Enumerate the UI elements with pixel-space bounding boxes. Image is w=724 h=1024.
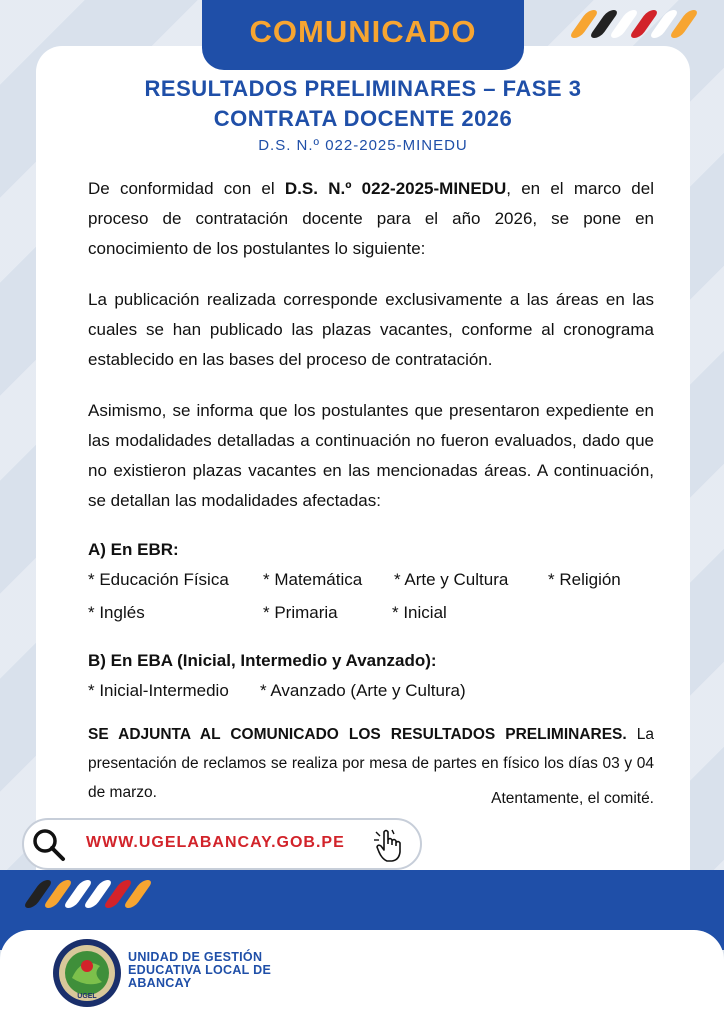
list-item: * Inicial	[392, 603, 447, 622]
paragraph-1	[88, 174, 654, 264]
closing-bold: SE ADJUNTA AL COMUNICADO LOS RESULTADOS PRELIMINARES.	[88, 726, 627, 743]
ugel-logo	[52, 938, 122, 1008]
paragraph-3: Asimismo, se informa que los postulantes que presentaron expediente en las modalidades detalladas a continuación no fueron evaluados, dado que no existieron plazas vacantes en las mencionadas áreas. A continuación, se detallan las modalidades afectadas:	[88, 401, 654, 510]
list-item: * Matemática	[263, 570, 363, 589]
org-line-3: ABANCAY	[128, 976, 192, 990]
section-a-heading: A) En EBR:	[88, 540, 179, 559]
search-icon	[32, 828, 66, 862]
paragraph-1-pre: De conformidad con el	[88, 179, 285, 198]
paragraph-1-post: , en el marco del proceso de contratación docente para el año 2026, se pone en conocimiento de los postulantes lo siguiente:	[88, 179, 654, 258]
list-item: * Avanzado (Arte y Cultura)	[260, 681, 466, 700]
decorative-slashes-top	[568, 10, 678, 38]
website-url[interactable]: WWW.UGELABANCAY.GOB.PE	[86, 834, 345, 851]
closing-text: La presentación de reclamos se realiza por mesa de partes en físico los días 03 y 04 de marzo.	[88, 726, 654, 801]
hand-pointer-icon	[372, 828, 412, 864]
page-title-line2: CONTRATA DOCENTE 2026	[213, 106, 513, 131]
page-subtitle: D.S. N.º 022-2025-MINEDU	[258, 137, 468, 154]
list-item: * Religión	[548, 570, 621, 589]
org-line-2: EDUCATIVA LOCAL DE	[128, 963, 272, 977]
list-item: * Inicial-Intermedio	[88, 681, 229, 700]
list-item: * Educación Física	[88, 570, 229, 589]
section-b-heading: B) En EBA (Inicial, Intermedio y Avanzado):	[88, 651, 437, 670]
organization-name	[128, 951, 271, 990]
decorative-slashes-bottom	[22, 880, 152, 908]
website-link[interactable]	[22, 818, 422, 870]
page-title-line1: RESULTADOS PRELIMINARES – FASE 3	[144, 76, 582, 101]
org-line-1: UNIDAD DE GESTIÓN	[128, 950, 263, 964]
list-item: * Arte y Cultura	[394, 570, 509, 589]
paragraph-1-bold: D.S. N.º 022-2025-MINEDU	[284, 179, 507, 198]
signature: Atentamente, el comité.	[491, 790, 654, 807]
banner-title: COMUNICADO	[249, 14, 477, 49]
banner	[202, 0, 524, 70]
list-item: * Inglés	[88, 603, 145, 622]
list-item: * Primaria	[263, 603, 338, 622]
logo-text: UGEL	[77, 993, 97, 1000]
paragraph-2: La publicación realizada corresponde exclusivamente a las áreas en las cuales se han publicado las plazas vacantes, conforme al cronograma establecido en las bases del proceso de contratación.	[88, 290, 654, 369]
